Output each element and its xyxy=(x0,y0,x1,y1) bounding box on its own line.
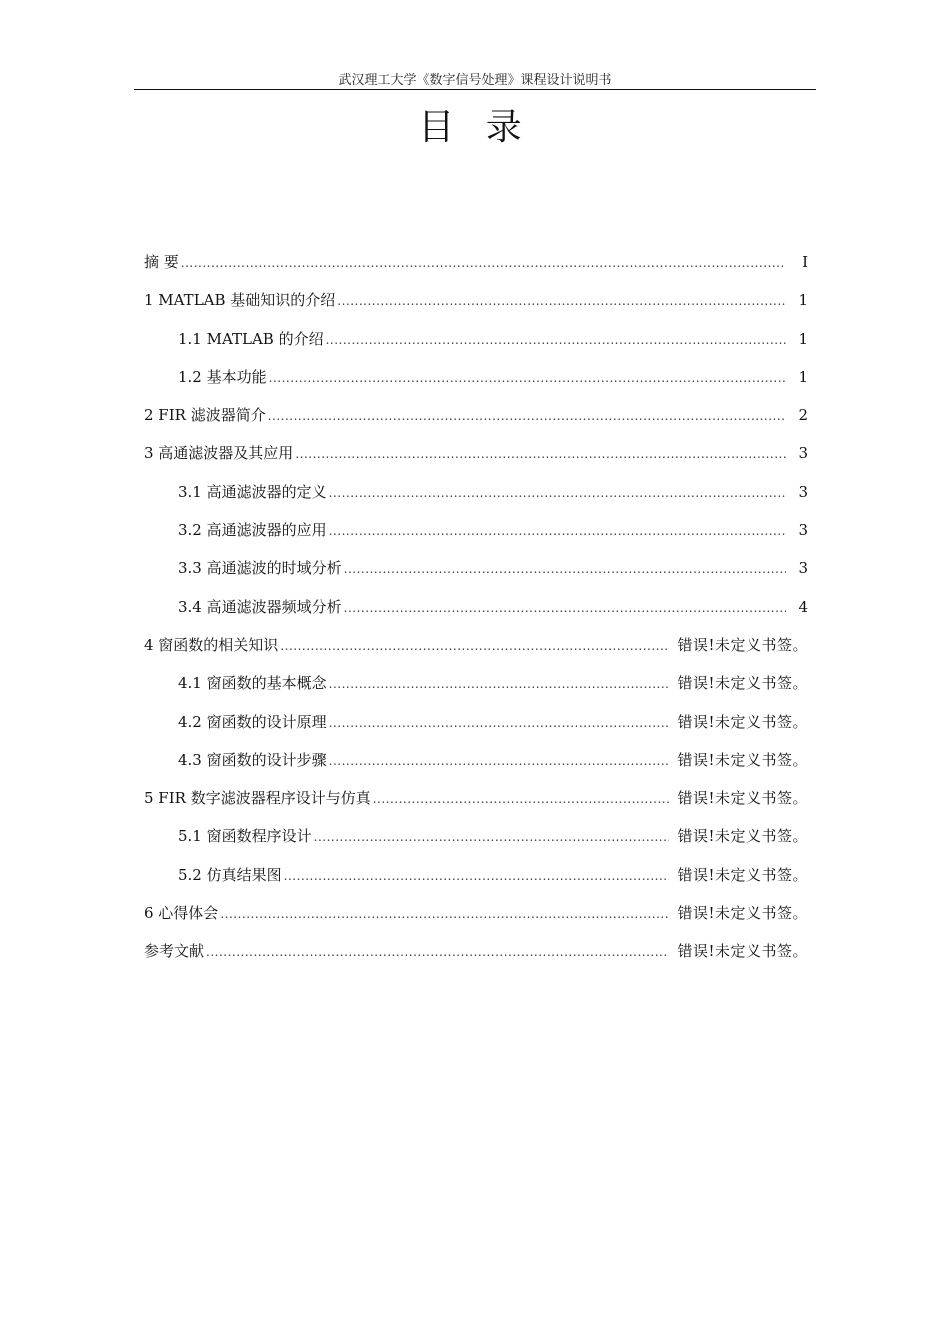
page-title: 目 录 xyxy=(418,107,532,148)
toc-entry-label: 3 高通滤波器及其应用 xyxy=(144,444,294,463)
toc-entry-label: 1.2 基本功能 xyxy=(178,367,267,386)
toc-dot-leader xyxy=(373,792,670,806)
toc-dot-leader xyxy=(329,677,670,691)
toc-entry-page: 1 xyxy=(798,329,808,348)
toc-entry-page: 错误!未定义书签。 xyxy=(677,789,808,808)
toc-entry-page: 3 xyxy=(798,559,808,578)
toc-dot-leader xyxy=(314,830,670,844)
toc-entry-page: 3 xyxy=(798,444,808,463)
toc-entry[interactable] xyxy=(144,940,808,978)
toc-entry-label: 5.2 仿真结果图 xyxy=(178,865,282,884)
toc-entry-label: 5.1 窗函数程序设计 xyxy=(178,827,312,846)
toc-entry-label: 1.1 MATLAB 的介绍 xyxy=(178,329,324,348)
toc-entry-label: 参考文献 xyxy=(144,942,205,961)
toc-entry[interactable] xyxy=(144,289,808,327)
toc-entry[interactable] xyxy=(144,825,808,863)
toc-entry-label: 6 心得体会 xyxy=(144,904,219,923)
toc-entry[interactable] xyxy=(144,864,808,902)
toc-dot-leader xyxy=(329,524,786,538)
toc-entry-label: 2 FIR 滤波器简介 xyxy=(144,406,266,425)
toc-entry-label: 3.2 高通滤波器的应用 xyxy=(178,521,327,540)
toc-entry-label: 3.1 高通滤波器的定义 xyxy=(178,482,327,501)
toc-entry[interactable] xyxy=(144,787,808,825)
toc-dot-leader xyxy=(269,371,786,385)
toc-dot-leader xyxy=(220,907,669,921)
toc-dot-leader xyxy=(206,945,669,959)
toc-dot-leader xyxy=(344,562,786,576)
toc-dot-leader xyxy=(329,486,786,500)
toc-entry[interactable] xyxy=(144,596,808,634)
toc-entry-page: 1 xyxy=(798,367,808,386)
toc-entry-label: 5 FIR 数字滤波器程序设计与仿真 xyxy=(144,789,371,808)
toc-entry[interactable] xyxy=(144,442,808,480)
toc-dot-leader xyxy=(337,294,786,308)
toc-entry[interactable] xyxy=(144,634,808,672)
toc-entry-page: 4 xyxy=(798,597,808,616)
toc-entry-page: 错误!未定义书签。 xyxy=(677,712,808,731)
toc-dot-leader xyxy=(280,639,669,653)
toc-dot-leader xyxy=(284,869,670,883)
toc-entry[interactable] xyxy=(144,557,808,595)
toc-entry-page: I xyxy=(802,253,808,271)
toc-dot-leader xyxy=(181,256,786,270)
toc-dot-leader xyxy=(344,601,786,615)
toc-entry-label: 摘 要 xyxy=(144,253,179,271)
toc-entry-page: 3 xyxy=(798,482,808,501)
toc-entry[interactable] xyxy=(144,902,808,940)
toc-entry[interactable] xyxy=(144,404,808,442)
toc-entry-page: 错误!未定义书签。 xyxy=(677,635,808,654)
toc-entry[interactable] xyxy=(144,328,808,366)
toc-entry[interactable] xyxy=(144,672,808,710)
toc-entry-page: 3 xyxy=(798,521,808,540)
toc-entry-page: 2 xyxy=(798,406,808,425)
table-of-contents xyxy=(144,251,808,979)
toc-entry-label: 3.4 高通滤波器频域分析 xyxy=(178,597,342,616)
toc-entry-label: 1 MATLAB 基础知识的介绍 xyxy=(144,291,336,310)
toc-dot-leader xyxy=(268,409,786,423)
toc-entry-page: 1 xyxy=(798,291,808,310)
toc-entry[interactable] xyxy=(144,519,808,557)
toc-entry-page: 错误!未定义书签。 xyxy=(677,750,808,769)
toc-entry[interactable] xyxy=(144,481,808,519)
toc-entry-label: 4.3 窗函数的设计步骤 xyxy=(178,750,327,769)
toc-dot-leader xyxy=(326,333,786,347)
toc-entry[interactable] xyxy=(144,711,808,749)
running-header: 武汉理工大学《数字信号处理》课程设计说明书 xyxy=(338,73,612,88)
toc-entry-page: 错误!未定义书签。 xyxy=(677,827,808,846)
toc-entry-page: 错误!未定义书签。 xyxy=(677,865,808,884)
toc-entry[interactable] xyxy=(144,366,808,404)
toc-entry-label: 4.2 窗函数的设计原理 xyxy=(178,712,327,731)
toc-entry[interactable] xyxy=(144,251,808,289)
toc-dot-leader xyxy=(329,716,670,730)
toc-dot-leader xyxy=(295,447,786,461)
toc-dot-leader xyxy=(329,754,670,768)
toc-entry-page: 错误!未定义书签。 xyxy=(677,904,808,923)
toc-entry[interactable] xyxy=(144,749,808,787)
header-rule xyxy=(134,89,816,90)
toc-entry-page: 错误!未定义书签。 xyxy=(677,674,808,693)
toc-entry-label: 3.3 高通滤波的时域分析 xyxy=(178,559,342,578)
toc-entry-page: 错误!未定义书签。 xyxy=(677,942,808,961)
toc-entry-label: 4.1 窗函数的基本概念 xyxy=(178,674,327,693)
toc-entry-label: 4 窗函数的相关知识 xyxy=(144,635,279,654)
